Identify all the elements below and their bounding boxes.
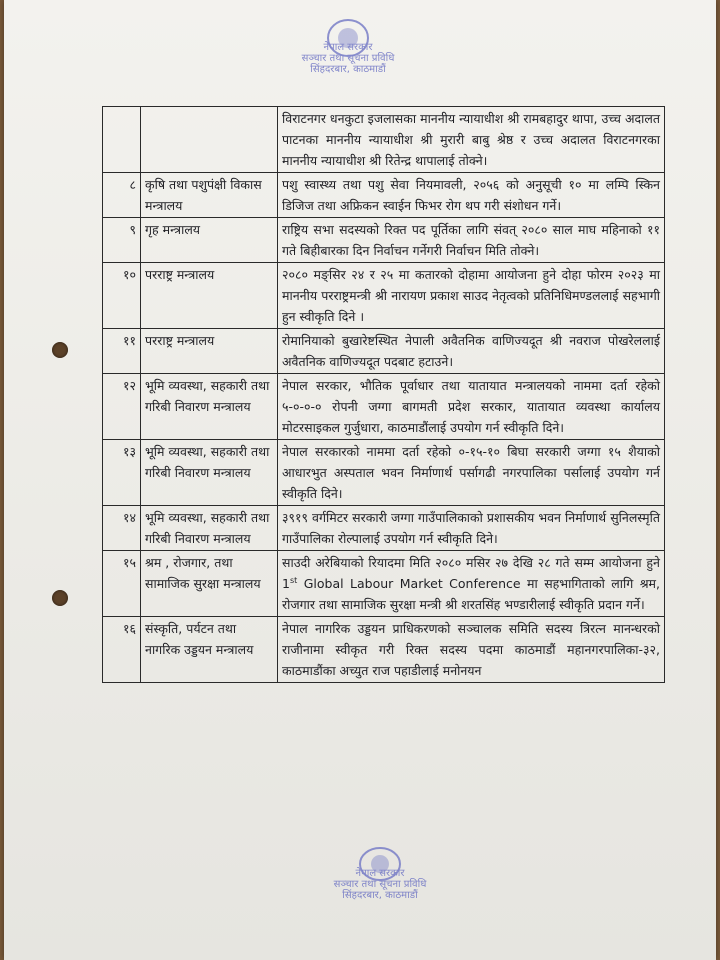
official-stamp-top [300, 16, 396, 76]
stamp-line-1: नेपाल सरकार [323, 42, 373, 53]
table-row [103, 329, 665, 374]
ministry-cell: भूमि व्यवस्था, सहकारी तथा गरिबी निवारण मन्त्रालय [141, 374, 278, 440]
table-row [103, 374, 665, 440]
table-row [103, 617, 665, 683]
ministry-cell: भूमि व्यवस्था, सहकारी तथा गरिबी निवारण मन्त्रालय [141, 506, 278, 551]
table-row [103, 218, 665, 263]
ministry-cell: श्रम , रोजगार, तथा सामाजिक सुरक्षा मन्त्रालय [141, 551, 278, 617]
row-number: १२ [103, 374, 141, 440]
decision-cell [278, 551, 665, 617]
punch-hole-top [52, 342, 68, 358]
ministry-cell: परराष्ट्र मन्त्रालय [141, 263, 278, 329]
row-number: ९ [103, 218, 141, 263]
row-number: १६ [103, 617, 141, 683]
decision-cell: नेपाल सरकारको नाममा दर्ता रहेको ०-१५-१० बिघा सरकारी जग्गा १५ शैयाको आधारभुत अस्पताल भवन निर्माणार्थ पर्सागढी नगरपालिका पर्सालाई उपयोग गर्न स्वीकृति दिने। [278, 440, 665, 506]
ministry-cell: परराष्ट्र मन्त्रालय [141, 329, 278, 374]
decision-text-part-1: साउदी अरेबियाको रियादमा मिति २०८० मसिर २७ देखि २८ गते सम्म आयोजना हुने 1 [282, 555, 660, 591]
decision-cell: रोमानियाको बुखारेष्टस्थित नेपाली अवैतनिक वाणिज्यदूत श्री नवराज पोखरेललाई अवैतनिक वाणिज्यदूत पदबाट हटाउने। [278, 329, 665, 374]
stamp-line-3: सिंहदरबार, काठमाडौं [310, 64, 386, 75]
table-row [103, 440, 665, 506]
ministry-cell: गृह मन्त्रालय [141, 218, 278, 263]
stamp-line-2: सञ्चार तथा सूचना प्रविधि [333, 879, 427, 890]
row-number: १३ [103, 440, 141, 506]
table-row [103, 173, 665, 218]
table-row [103, 263, 665, 329]
ministry-cell: संस्कृति, पर्यटन तथा नागरिक उड्डयन मन्त्रालय [141, 617, 278, 683]
row-number: ८ [103, 173, 141, 218]
stamp-line-3: सिंहदरबार, काठमाडौं [342, 890, 418, 901]
ministry-cell: भूमि व्यवस्था, सहकारी तथा गरिबी निवारण मन्त्रालय [141, 440, 278, 506]
row-number [103, 107, 141, 173]
decision-table [102, 106, 665, 683]
row-number: १० [103, 263, 141, 329]
decision-text-part-2: Global Labour Market Conference मा सहभागिताको लागि श्रम, रोजगार तथा सामाजिक सुरक्षा मन्त्री श्री शरतसिंह भण्डारीलाई स्वीकृति प्रदान गर्ने। [282, 576, 660, 612]
decision-cell: विराटनगर धनकुटा इजलासका माननीय न्यायाधीश श्री रामबहादुर थापा, उच्च अदालत पाटनका माननीय न्यायाधीश श्री मुरारी बाबु श्रेष्ठ र उच्च अदालत विराटनगरका माननीय न्यायाधीश श्री रितेन्द्र थापालाई तोक्ने। [278, 107, 665, 173]
decision-cell: पशु स्वास्थ्य तथा पशु सेवा नियमावली, २०५६ को अनुसूची १० मा लम्पि स्किन डिजिज तथा अफ्रिकन स्वाईन फिभर रोग थप गरी संशोधन गर्ने। [278, 173, 665, 218]
ministry-cell [141, 107, 278, 173]
punch-hole-bottom [52, 590, 68, 606]
ministry-cell: कृषि तथा पशुपंक्षी विकास मन्त्रालय [141, 173, 278, 218]
stamp-line-1: नेपाल सरकार [355, 868, 405, 879]
decision-cell: २०८० मङ्सिर २४ र २५ मा कतारको दोहामा आयोजना हुने दोहा फोरम २०२३ मा माननीय परराष्ट्रमन्त्री श्री नारायण प्रकाश साउद नेतृत्वको प्रतिनिधिमण्डललाई सहभागी हुन स्वीकृति दिने । [278, 263, 665, 329]
decision-cell: नेपाल नागरिक उड्डयन प्राधिकरणको सञ्चालक समिति सदस्य त्रिरत्न मानन्धरको राजीनामा स्वीकृत गरी रिक्त सदस्य पदमा काठमाडौं महानगरपालिका-३२, काठमाडौंका अच्युत राज पहाडीलाई मनोनयन [278, 617, 665, 683]
decision-cell: नेपाल सरकार, भौतिक पूर्वाधार तथा यातायात मन्त्रालयको नाममा दर्ता रहेको ५-०-०-० रोपनी जग्गा बागमती प्रदेश सरकार, यातायात व्यवस्था कार्यालय मोटरसाइकल गुर्जुधारा, काठमाडौंलाई उपयोग गर्न स्वीकृति दिने। [278, 374, 665, 440]
decision-cell: ३९१९ वर्गमिटर सरकारी जग्गा गाउँपालिकाको प्रशासकीय भवन निर्माणार्थ सुनिलस्मृति गाउँपालिका रोल्पालाई उपयोग गर्न स्वीकृति दिने। [278, 506, 665, 551]
official-stamp-bottom [332, 846, 428, 906]
table-row [103, 506, 665, 551]
row-number: ११ [103, 329, 141, 374]
row-number: १५ [103, 551, 141, 617]
table-row [103, 551, 665, 617]
ordinal-suffix: st [289, 575, 298, 585]
stamp-line-2: सञ्चार तथा सूचना प्रविधि [301, 53, 395, 64]
decision-cell: राष्ट्रिय सभा सदस्यको रिक्त पद पूर्तिका लागि संवत् २०८० साल माघ महिनाको ११ गते बिहीबारका दिन निर्वाचन गर्नेगरी निर्वाचन मिति तोक्ने। [278, 218, 665, 263]
row-number: १४ [103, 506, 141, 551]
table-row [103, 107, 665, 173]
document-page [4, 0, 716, 960]
